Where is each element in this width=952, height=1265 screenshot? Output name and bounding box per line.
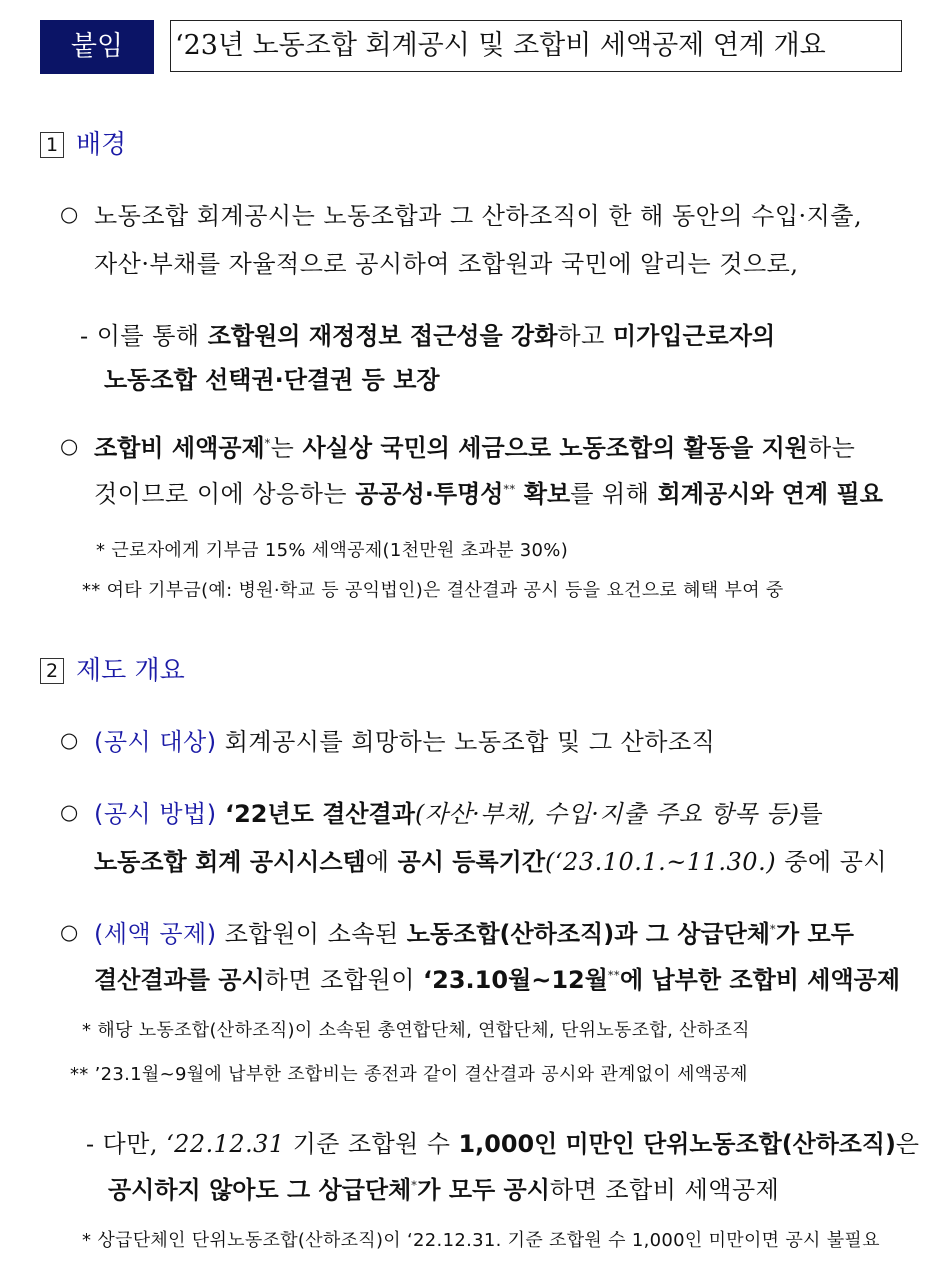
bold-run: 회계공시와 연계 필요 [657, 480, 883, 508]
italic-run: ‘22.12.31 [166, 1130, 285, 1158]
footnote: * 해당 노동조합(산하조직)이 소속된 총연합단체, 연합단체, 단위노동조합, 산하조직 [82, 1020, 750, 1041]
paragraph-line: 노동조합 회계공시는 노동조합과 그 산하조직이 한 해 동안의 수입·지출, [94, 202, 863, 230]
dash-marker: - [86, 1130, 95, 1158]
footnote-mark: ** [503, 483, 516, 496]
footnote-mark: * [411, 1179, 418, 1192]
bullet-circle: ○ [60, 728, 79, 752]
text-run: 다만, [102, 1130, 167, 1158]
item-label: (세액 공제) [94, 920, 217, 948]
bold-run: 1,000인 미만인 단위노동조합(산하조직) [458, 1130, 896, 1158]
footnote: ** 여타 기부금(예: 병원·학교 등 공익법인)은 결산결과 공시 등을 요건으로 혜택 부여 중 [82, 580, 784, 601]
bullet-circle: ○ [60, 920, 79, 944]
text-run: 조합원이 소속된 [216, 920, 407, 948]
paragraph-line [94, 794, 823, 829]
paragraph-line [94, 842, 887, 877]
text-run: 기준 조합원 수 [284, 1130, 459, 1158]
text-run: 는 [270, 434, 303, 462]
bold-run: 결산결과를 공시 [94, 966, 265, 994]
text-run: 것이므로 이에 상응하는 [94, 480, 356, 508]
section-number-box: 1 [40, 132, 64, 158]
bold-run: 조합원의 재정정보 접근성을 강화 [207, 322, 558, 350]
italic-run: (‘23.10.1.~11.30.) [545, 848, 777, 876]
bold-run: 노동조합(산하조직)과 그 상급단체 [406, 920, 771, 948]
paragraph-line [94, 914, 854, 949]
paragraph-line [94, 428, 855, 463]
section-title: 배경 [76, 130, 127, 160]
item-label: (공시 방법) [94, 800, 217, 828]
bold-run: 사실상 국민의 세금으로 노동조합의 활동을 지원 [302, 434, 808, 462]
paragraph-line [94, 960, 900, 995]
bold-run: 조합비 세액공제 [94, 434, 265, 462]
bullet-circle: ○ [60, 434, 79, 458]
bold-run: ‘23.10월~12월 [423, 966, 608, 994]
text-run: 이를 통해 [96, 322, 208, 350]
bold-run: 가 모두 공시 [417, 1176, 550, 1204]
sub-item-line [104, 360, 440, 395]
bold-run: 공시하지 않아도 그 상급단체 [108, 1176, 412, 1204]
section-title: 제도 개요 [76, 656, 185, 686]
text-run: 하면 조합비 세액공제 [549, 1176, 780, 1204]
paragraph-line: 자산·부채를 자율적으로 공시하여 조합원과 국민에 알리는 것으로, [94, 250, 799, 278]
section-number-box: 2 [40, 658, 64, 684]
sub-item-line [86, 1124, 920, 1159]
text-run: 은 [895, 1130, 920, 1158]
item-label: (공시 대상) [94, 728, 217, 756]
dash-marker: - [80, 322, 89, 350]
paragraph-line [94, 722, 715, 757]
sub-item-line [80, 316, 775, 351]
bold-run: 미가입근로자의 [612, 322, 776, 350]
text-run: 하는 [807, 434, 856, 462]
footnote: * 근로자에게 기부금 15% 세액공제(1천만원 초과분 30%) [96, 540, 569, 561]
footnote-mark: * [770, 923, 777, 936]
text-run: 에 [365, 848, 398, 876]
bold-run: 노동조합 선택권·단결권 등 보장 [104, 366, 440, 394]
bold-run: 확보 [515, 480, 571, 508]
sub-item-line [108, 1170, 779, 1205]
bullet-circle: ○ [60, 800, 79, 824]
text-run: 를 [799, 800, 824, 828]
bold-run: ‘22년도 결산결과 [216, 800, 415, 828]
italic-run: (자산·부채, 수입·지출 주요 항목 등) [414, 800, 800, 828]
bold-run: 노동조합 회계 공시시스템 [94, 848, 366, 876]
footnote-mark: * [264, 437, 271, 450]
text-run: 중에 공시 [776, 848, 888, 876]
text-run: 회계공시를 희망하는 노동조합 및 그 산하조직 [216, 728, 716, 756]
paragraph-line [94, 474, 883, 509]
footnote-mark: ** [607, 969, 620, 982]
bold-run: 공공성·투명성 [355, 480, 504, 508]
bold-run: 공시 등록기간 [397, 848, 546, 876]
section-1-heading [40, 124, 126, 161]
text-run: 하면 조합원이 [264, 966, 424, 994]
text-run: 를 위해 [570, 480, 658, 508]
attachment-tag: 붙임 [40, 20, 154, 74]
section-2-heading [40, 650, 185, 687]
text-run: 하고 [557, 322, 613, 350]
footnote: * 상급단체인 단위노동조합(산하조직)이 ‘22.12.31. 기준 조합원 수 1,000인 미만이면 공시 불필요 [82, 1230, 880, 1251]
document-title: ‘23년 노동조합 회계공시 및 조합비 세액공제 연계 개요 [170, 20, 902, 72]
footnote: ** ’23.1월~9월에 납부한 조합비는 종전과 같이 결산결과 공시와 관계없이 세액공제 [70, 1064, 748, 1085]
bold-run: 에 납부한 조합비 세액공제 [619, 966, 901, 994]
bold-run: 가 모두 [776, 920, 854, 948]
bullet-circle: ○ [60, 202, 79, 226]
